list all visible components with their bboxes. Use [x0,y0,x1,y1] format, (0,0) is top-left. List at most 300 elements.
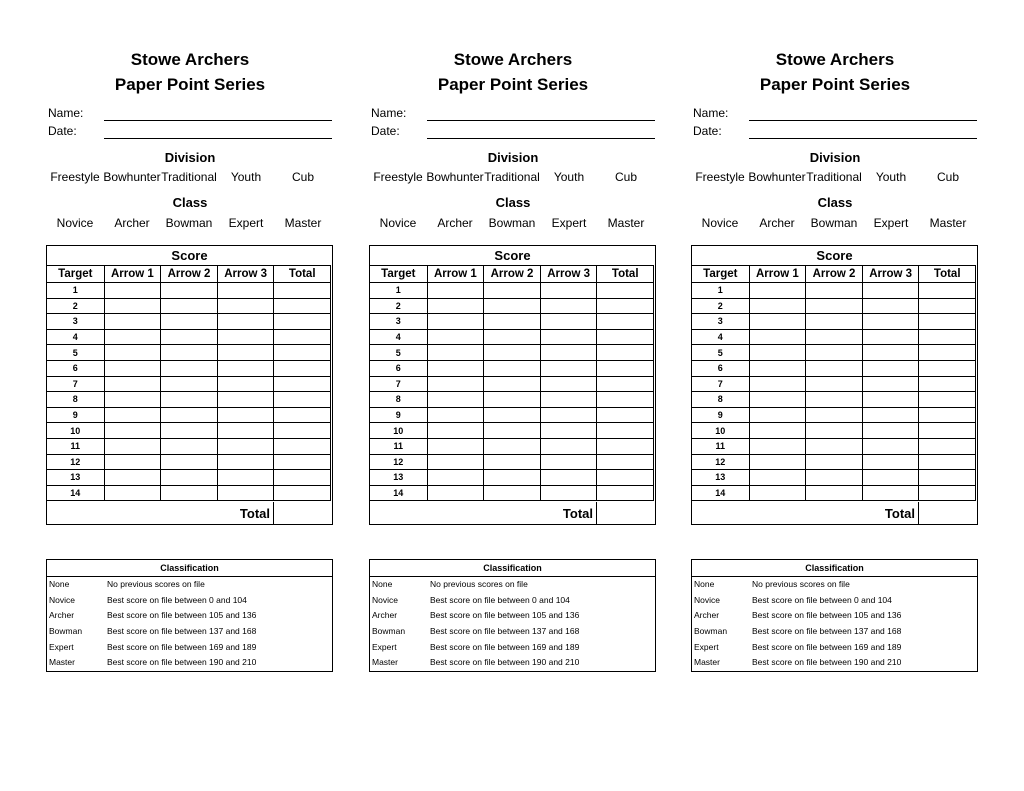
row-total-cell[interactable] [597,329,654,345]
row-total-cell[interactable] [274,485,331,501]
table-row [370,407,654,423]
date-line[interactable] [749,138,977,139]
arrow-score-cell[interactable] [427,314,484,330]
arrow-score-cell[interactable] [540,376,597,392]
target-number: 11 [692,438,750,454]
score-card [691,0,979,791]
arrow-score-cell[interactable] [749,454,806,470]
table-row [370,283,654,299]
arrow-score-cell[interactable] [427,298,484,314]
arrow-score-cell[interactable] [806,392,863,408]
classification-row [370,655,655,671]
classification-description: No previous scores on file [430,579,528,589]
arrow-score-cell[interactable] [484,298,541,314]
target-number: 14 [370,485,428,501]
arrow-score-cell[interactable] [484,283,541,299]
classification-row [47,655,332,671]
row-total-cell[interactable] [919,407,976,423]
arrow-score-cell[interactable] [540,407,597,423]
classification-description: Best score on file between 190 and 210 [752,657,902,668]
row-total-cell[interactable] [597,376,654,392]
arrow-score-cell[interactable] [806,407,863,423]
classification-level: Archer [694,610,720,621]
row-total-cell[interactable] [274,283,331,299]
target-number: 8 [692,392,750,408]
arrow-score-cell[interactable] [862,314,919,330]
arrow-score-cell[interactable] [862,298,919,314]
row-total-cell[interactable] [274,392,331,408]
arrow-score-cell[interactable] [540,345,597,361]
score-table [691,245,978,525]
class-option: Bowman [488,216,536,230]
arrow-score-cell[interactable] [862,454,919,470]
table-row [47,454,331,470]
table-row [47,298,331,314]
row-total-cell[interactable] [597,470,654,486]
row-total-cell[interactable] [919,283,976,299]
arrow-score-cell[interactable] [540,329,597,345]
arrow-score-cell[interactable] [161,360,218,376]
table-row [47,329,331,345]
arrow-score-cell[interactable] [862,407,919,423]
arrow-score-cell[interactable] [217,298,274,314]
arrow-score-cell[interactable] [217,329,274,345]
row-total-cell[interactable] [919,360,976,376]
table-row [370,345,654,361]
arrow-score-cell[interactable] [484,438,541,454]
target-number: 13 [692,470,750,486]
arrow-score-cell[interactable] [540,314,597,330]
arrow-score-cell[interactable] [749,345,806,361]
arrow-score-cell[interactable] [104,454,161,470]
class-option: Expert [551,216,587,230]
col-header-total: Total [597,266,654,283]
arrow-score-cell[interactable] [540,470,597,486]
arrow-score-cell[interactable] [427,407,484,423]
arrow-score-cell[interactable] [540,438,597,454]
arrow-score-cell[interactable] [104,485,161,501]
classification-row [370,577,655,593]
col-header-arrow-1: Arrow 1 [104,266,161,283]
row-total-cell[interactable] [274,423,331,439]
row-total-cell[interactable] [597,423,654,439]
col-header-target: Target [47,266,105,283]
classification-row [47,640,332,656]
row-total-cell[interactable] [597,485,654,501]
date-line[interactable] [104,138,332,139]
arrow-score-cell[interactable] [484,329,541,345]
arrow-score-cell[interactable] [806,329,863,345]
arrow-score-cell[interactable] [217,470,274,486]
row-total-cell[interactable] [597,438,654,454]
division-option: Bowhunter [103,170,161,184]
arrow-score-cell[interactable] [104,360,161,376]
col-header-arrow-3: Arrow 3 [862,266,919,283]
target-number: 4 [370,329,428,345]
target-number: 4 [692,329,750,345]
arrow-score-cell[interactable] [484,345,541,361]
arrow-score-cell[interactable] [217,423,274,439]
arrow-score-cell[interactable] [104,392,161,408]
classification-row [692,640,977,656]
target-number: 6 [692,360,750,376]
arrow-score-cell[interactable] [540,283,597,299]
arrow-score-cell[interactable] [484,423,541,439]
row-total-cell[interactable] [274,454,331,470]
arrow-score-cell[interactable] [806,470,863,486]
row-total-cell[interactable] [597,283,654,299]
target-number: 12 [47,454,105,470]
row-total-cell[interactable] [919,345,976,361]
classification-description: Best score on file between 190 and 210 [430,657,580,668]
arrow-score-cell[interactable] [806,485,863,501]
row-total-cell[interactable] [919,329,976,345]
arrow-score-cell[interactable] [104,470,161,486]
table-row [692,283,976,299]
row-total-cell[interactable] [919,485,976,501]
arrow-score-cell[interactable] [862,329,919,345]
score-title: Score [816,248,853,263]
arrow-score-cell[interactable] [806,423,863,439]
classification-level: None [49,579,70,589]
table-row [47,485,331,501]
score-header-row [47,266,331,283]
arrow-score-cell[interactable] [217,283,274,299]
arrow-score-cell[interactable] [749,423,806,439]
table-row [370,314,654,330]
arrow-score-cell[interactable] [749,438,806,454]
arrow-score-cell[interactable] [427,423,484,439]
arrow-score-cell[interactable] [161,454,218,470]
arrow-score-cell[interactable] [427,283,484,299]
row-total-cell[interactable] [919,376,976,392]
target-number: 10 [370,423,428,439]
arrow-score-cell[interactable] [749,470,806,486]
row-total-cell[interactable] [919,454,976,470]
arrow-score-cell[interactable] [217,438,274,454]
arrow-score-cell[interactable] [540,392,597,408]
arrow-score-cell[interactable] [104,407,161,423]
arrow-score-cell[interactable] [161,392,218,408]
arrow-score-cell[interactable] [161,345,218,361]
arrow-score-cell[interactable] [806,298,863,314]
classification-level: Expert [694,641,719,652]
table-row [370,423,654,439]
date-label: Date: [693,124,722,138]
classification-title: Classification [692,560,977,577]
target-number: 1 [47,283,105,299]
row-total-cell[interactable] [919,314,976,330]
row-total-cell[interactable] [274,438,331,454]
arrow-score-cell[interactable] [749,376,806,392]
score-card [46,0,334,791]
table-row [370,454,654,470]
arrow-score-cell[interactable] [749,407,806,423]
arrow-score-cell[interactable] [862,438,919,454]
row-total-cell[interactable] [597,454,654,470]
arrow-score-cell[interactable] [161,314,218,330]
score-card [369,0,657,791]
series-title: Paper Point Series [114,75,266,94]
class-option: Archer [437,216,473,230]
arrow-score-cell[interactable] [806,438,863,454]
classification-description: Best score on file between 169 and 189 [430,641,580,652]
arrow-score-cell[interactable] [161,283,218,299]
arrow-score-cell[interactable] [749,314,806,330]
arrow-score-cell[interactable] [806,283,863,299]
row-total-cell[interactable] [919,423,976,439]
row-total-cell[interactable] [597,298,654,314]
date-label: Date: [371,124,400,138]
arrow-score-cell[interactable] [161,298,218,314]
arrow-score-cell[interactable] [427,438,484,454]
arrow-score-cell[interactable] [217,485,274,501]
arrow-score-cell[interactable] [217,454,274,470]
target-number: 9 [692,407,750,423]
row-total-cell[interactable] [597,314,654,330]
arrow-score-cell[interactable] [104,345,161,361]
row-total-cell[interactable] [919,470,976,486]
classification-description: Best score on file between 0 and 104 [430,594,570,605]
classification-description: No previous scores on file [752,579,850,589]
arrow-score-cell[interactable] [484,392,541,408]
classification-level: Bowman [372,626,406,637]
table-row [47,283,331,299]
arrow-score-cell[interactable] [161,376,218,392]
table-row [692,345,976,361]
arrow-score-cell[interactable] [749,392,806,408]
classification-level: None [372,579,393,589]
arrow-score-cell[interactable] [862,345,919,361]
arrow-score-cell[interactable] [540,454,597,470]
arrow-score-cell[interactable] [749,283,806,299]
division-option: Bowhunter [748,170,806,184]
arrow-score-cell[interactable] [161,423,218,439]
class-title: Class [172,195,208,210]
row-total-cell[interactable] [274,345,331,361]
row-total-cell[interactable] [274,314,331,330]
classification-row [47,593,332,609]
division-option: Bowhunter [426,170,484,184]
target-number: 1 [370,283,428,299]
row-total-cell[interactable] [597,360,654,376]
arrow-score-cell[interactable] [427,345,484,361]
arrow-score-cell[interactable] [540,485,597,501]
grand-total-cell[interactable] [596,502,655,524]
arrow-score-cell[interactable] [427,376,484,392]
classification-title: Classification [47,560,332,577]
name-line[interactable] [104,120,332,121]
division-title: Division [809,150,861,165]
arrow-score-cell[interactable] [427,485,484,501]
arrow-score-cell[interactable] [427,454,484,470]
table-row [692,470,976,486]
arrow-score-cell[interactable] [484,376,541,392]
arrow-score-cell[interactable] [862,360,919,376]
classification-description: Best score on file between 190 and 210 [107,657,257,668]
classification-level: Archer [372,610,398,621]
arrow-score-cell[interactable] [806,360,863,376]
arrow-score-cell[interactable] [749,360,806,376]
classification-row [370,593,655,609]
arrow-score-cell[interactable] [484,470,541,486]
row-total-cell[interactable] [274,329,331,345]
target-number: 8 [47,392,105,408]
col-header-arrow-3: Arrow 3 [217,266,274,283]
arrow-score-cell[interactable] [217,376,274,392]
arrow-score-cell[interactable] [862,283,919,299]
classification-title: Classification [370,560,655,577]
grand-total-label: Total [562,506,593,521]
arrow-score-cell[interactable] [749,485,806,501]
table-row [370,360,654,376]
arrow-score-cell[interactable] [540,360,597,376]
classification-level: Archer [49,610,75,621]
target-number: 10 [47,423,105,439]
arrow-score-cell[interactable] [104,438,161,454]
arrow-score-cell[interactable] [484,454,541,470]
target-number: 9 [370,407,428,423]
table-row [692,438,976,454]
arrow-score-cell[interactable] [806,454,863,470]
grand-total-cell[interactable] [918,502,977,524]
arrow-score-cell[interactable] [484,485,541,501]
row-total-cell[interactable] [919,298,976,314]
score-header-row [692,266,976,283]
arrow-score-cell[interactable] [104,298,161,314]
arrow-score-cell[interactable] [427,329,484,345]
arrow-score-cell[interactable] [161,438,218,454]
arrow-score-cell[interactable] [217,345,274,361]
target-number: 14 [692,485,750,501]
arrow-score-cell[interactable] [104,376,161,392]
target-number: 12 [370,454,428,470]
row-total-cell[interactable] [919,438,976,454]
classification-row [692,608,977,624]
division-option: Cub [936,170,959,184]
division-option: Traditional [484,170,540,184]
row-total-cell[interactable] [274,376,331,392]
arrow-score-cell[interactable] [806,314,863,330]
target-number: 4 [47,329,105,345]
arrow-score-cell[interactable] [862,470,919,486]
table-row [47,470,331,486]
class-option: Bowman [165,216,213,230]
score-title: Score [171,248,208,263]
table-row [47,376,331,392]
table-row [47,423,331,439]
series-title: Paper Point Series [759,75,911,94]
division-option: Youth [875,170,907,184]
arrow-score-cell[interactable] [427,360,484,376]
target-number: 9 [47,407,105,423]
table-row [692,407,976,423]
arrow-score-cell[interactable] [806,345,863,361]
arrow-score-cell[interactable] [427,470,484,486]
division-option: Youth [553,170,585,184]
arrow-score-cell[interactable] [217,314,274,330]
score-grid [46,265,331,501]
classification-level: Novice [49,594,75,605]
table-row [692,314,976,330]
row-total-cell[interactable] [597,392,654,408]
arrow-score-cell[interactable] [217,360,274,376]
target-number: 3 [370,314,428,330]
name-line[interactable] [427,120,655,121]
table-row [47,392,331,408]
row-total-cell[interactable] [597,407,654,423]
arrow-score-cell[interactable] [540,298,597,314]
classification-row [692,624,977,640]
arrow-score-cell[interactable] [427,392,484,408]
arrow-score-cell[interactable] [540,423,597,439]
arrow-score-cell[interactable] [104,329,161,345]
date-line[interactable] [427,138,655,139]
target-number: 13 [370,470,428,486]
row-total-cell[interactable] [274,360,331,376]
score-grid [369,265,654,501]
name-label: Name: [693,106,729,120]
arrow-score-cell[interactable] [104,283,161,299]
arrow-score-cell[interactable] [862,423,919,439]
club-title: Stowe Archers [775,50,895,69]
grand-total-cell[interactable] [273,502,332,524]
classification-row [47,608,332,624]
class-option: Master [607,216,645,230]
class-option: Archer [114,216,150,230]
table-row [370,329,654,345]
row-total-cell[interactable] [274,298,331,314]
classification-table [46,559,333,672]
target-number: 14 [47,485,105,501]
row-total-cell[interactable] [919,392,976,408]
arrow-score-cell[interactable] [862,376,919,392]
arrow-score-cell[interactable] [161,470,218,486]
arrow-score-cell[interactable] [862,392,919,408]
classification-level: Bowman [694,626,728,637]
arrow-score-cell[interactable] [161,407,218,423]
class-option: Expert [228,216,264,230]
arrow-score-cell[interactable] [484,407,541,423]
row-total-cell[interactable] [274,407,331,423]
table-row [692,392,976,408]
classification-row [370,608,655,624]
row-total-cell[interactable] [274,470,331,486]
arrow-score-cell[interactable] [484,314,541,330]
arrow-score-cell[interactable] [806,376,863,392]
classification-description: Best score on file between 105 and 136 [752,610,902,621]
arrow-score-cell[interactable] [104,423,161,439]
arrow-score-cell[interactable] [862,485,919,501]
arrow-score-cell[interactable] [749,298,806,314]
arrow-score-cell[interactable] [749,329,806,345]
arrow-score-cell[interactable] [161,329,218,345]
arrow-score-cell[interactable] [217,392,274,408]
name-label: Name: [48,106,84,120]
score-table [46,245,333,525]
classification-row [47,624,332,640]
classification-level: None [694,579,715,589]
col-header-arrow-1: Arrow 1 [427,266,484,283]
division-option: Cub [614,170,637,184]
name-line[interactable] [749,120,977,121]
arrow-score-cell[interactable] [161,485,218,501]
arrow-score-cell[interactable] [104,314,161,330]
arrow-score-cell[interactable] [484,360,541,376]
row-total-cell[interactable] [597,345,654,361]
arrow-score-cell[interactable] [217,407,274,423]
classification-description: Best score on file between 0 and 104 [107,594,247,605]
